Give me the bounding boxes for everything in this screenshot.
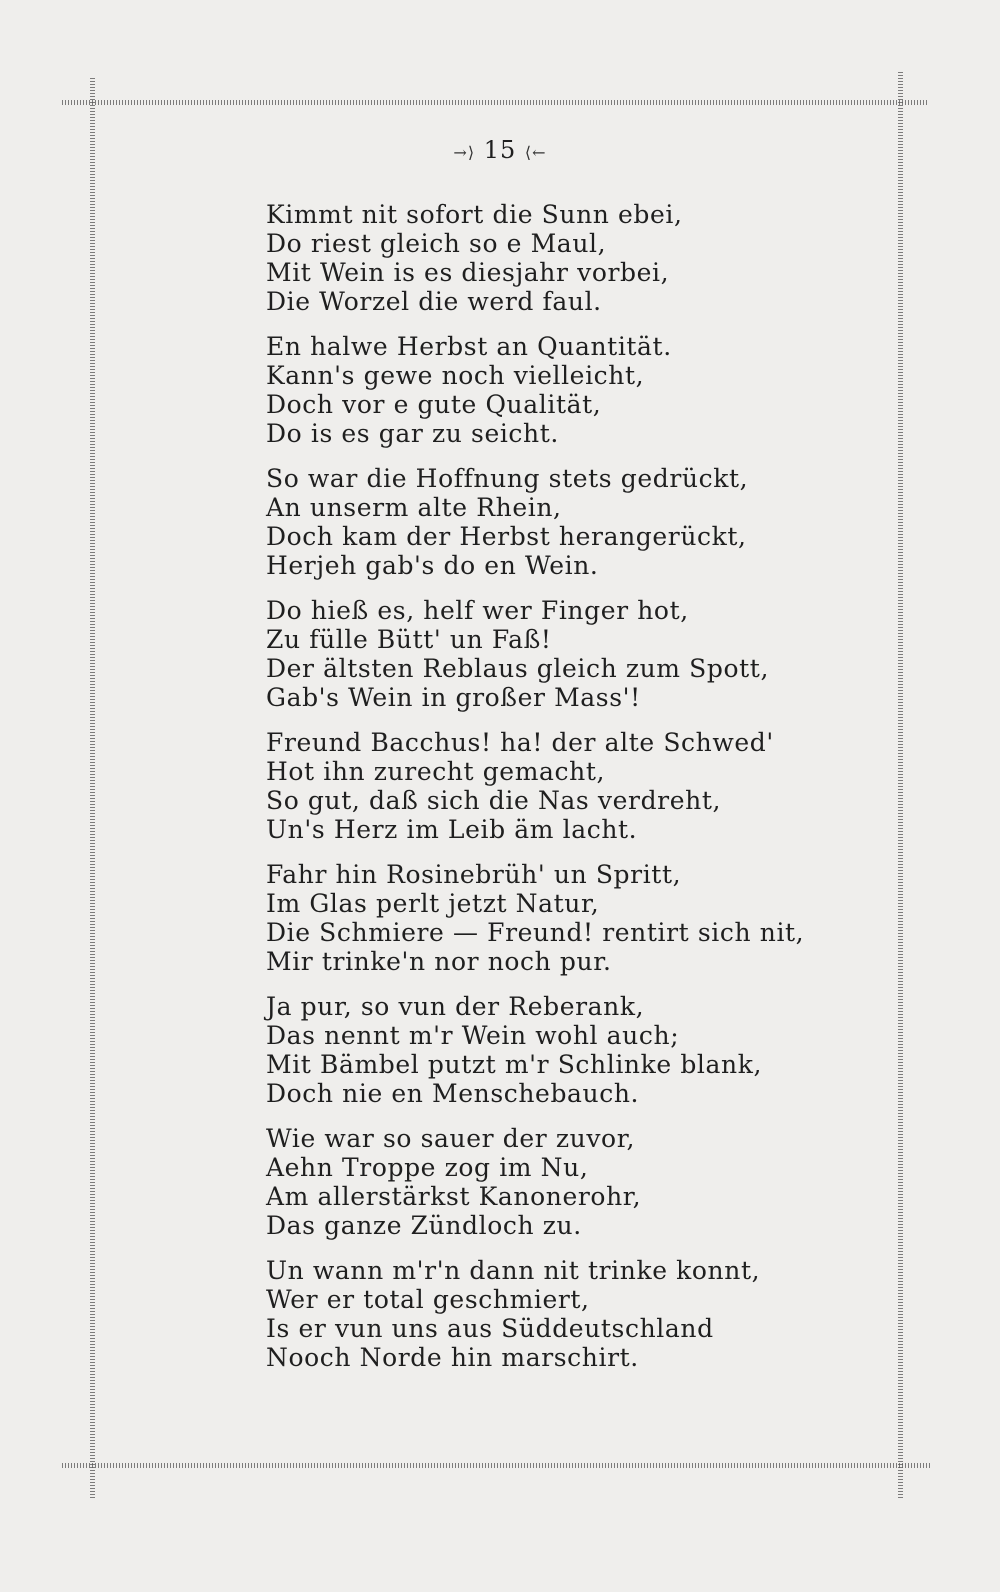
poem-line: Das nennt m'r Wein wohl auch; [266,1021,680,1050]
poem-line: Is er vun uns aus Süddeutschland [266,1314,714,1343]
poem-line: Nooch Norde hin marschirt. [266,1343,639,1372]
poem-line: Un's Herz im Leib äm lacht. [266,815,638,844]
stanza [266,992,886,1124]
page-number [0,136,1000,164]
poem-line: Ja pur, so vun der Reberank, [266,992,645,1021]
stanza [266,728,886,860]
poem-line: Do riest gleich so e Maul, [266,229,607,258]
poem-line: Der ältsten Reblaus gleich zum Spott, [266,654,769,683]
left-ornament-icon: →⟩ [453,143,476,162]
poem-line: Mit Wein is es diesjahr vorbei, [266,258,670,287]
poem-line: Doch kam der Herbst herangerückt, [266,522,747,551]
poem-line: So gut, daß sich die Nas verdreht, [266,786,722,815]
stanza [266,1256,886,1388]
stanza [266,1124,886,1256]
poem-line: Wer er total geschmiert, [266,1285,590,1314]
poem-line: Mir trinke'n nor noch pur. [266,947,612,976]
poem-line: Do hieß es, helf wer Finger hot, [266,596,689,625]
stanza [266,200,886,332]
poem-line: Mit Bämbel putzt m'r Schlinke blank, [266,1050,763,1079]
poem-line: Die Worzel die werd faul. [266,287,602,316]
stanza [266,596,886,728]
left-border-rule [90,78,95,1498]
stanza [266,464,886,596]
poem-line: Hot ihn zurecht gemacht, [266,757,606,786]
poem [266,200,886,1388]
poem-line: Un wann m'r'n dann nit trinke konnt, [266,1256,761,1285]
poem-line: Am allerstärkst Kanonerohr, [266,1182,642,1211]
stanza [266,860,886,992]
poem-line: En halwe Herbst an Quantität. [266,332,672,361]
poem-line: Das ganze Zündloch zu. [266,1211,582,1240]
poem-line: Wie war so sauer der zuvor, [266,1124,636,1153]
poem-line: Gab's Wein in großer Mass'! [266,683,641,712]
top-border-rule [62,100,928,105]
poem-line: Freund Bacchus! ha! der alte Schwed' [266,728,774,757]
poem-line: Aehn Troppe zog im Nu, [266,1153,589,1182]
poem-line: Herjeh gab's do en Wein. [266,551,599,580]
right-border-rule [898,72,903,1500]
stanza [266,332,886,464]
poem-line: Doch vor e gute Qualität, [266,390,602,419]
poem-line: Kimmt nit sofort die Sunn ebei, [266,200,683,229]
poem-line: Kann's gewe noch vielleicht, [266,361,645,390]
poem-line: So war die Hoffnung stets gedrückt, [266,464,749,493]
right-ornament-icon: ⟨← [524,143,547,162]
poem-line: Die Schmiere — Freund! rentirt sich nit, [266,918,805,947]
poem-line: Doch nie en Menschebauch. [266,1079,640,1108]
poem-line: Im Glas perlt jetzt Natur, [266,889,600,918]
bottom-border-rule [62,1463,932,1468]
poem-line: Zu fülle Bütt' un Faß! [266,625,552,654]
poem-line: Do is es gar zu seicht. [266,419,559,448]
poem-line: Fahr hin Rosinebrüh' un Spritt, [266,860,682,889]
poem-line: An unserm alte Rhein, [266,493,562,522]
page-number-value: 15 [483,136,517,164]
